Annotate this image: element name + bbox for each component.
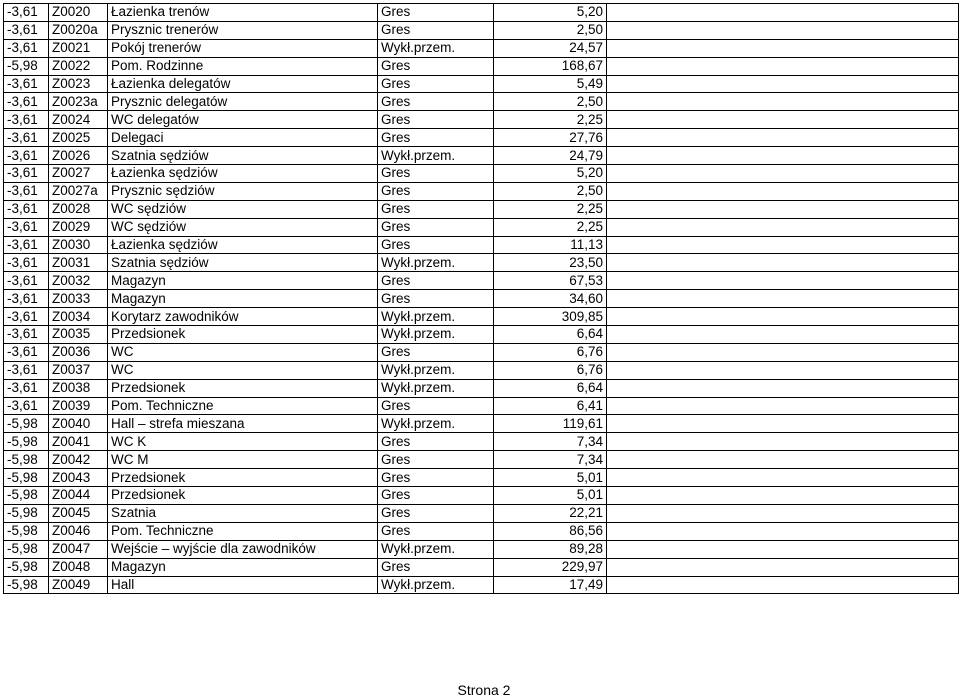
cell-code: Z0044	[49, 487, 108, 505]
table-row	[4, 147, 959, 165]
table-row	[4, 415, 959, 433]
cell-name: WC	[108, 361, 378, 379]
cell-floor: Gres	[378, 4, 494, 22]
cell-floor: Gres	[378, 165, 494, 183]
cell-level: -5,98	[4, 504, 49, 522]
cell-level: -3,61	[4, 39, 49, 57]
table-row	[4, 469, 959, 487]
cell-code: Z0035	[49, 326, 108, 344]
cell-area: 5,20	[494, 165, 607, 183]
cell-empty	[607, 165, 959, 183]
cell-level: -5,98	[4, 433, 49, 451]
cell-code: Z0024	[49, 111, 108, 129]
cell-name: Przedsionek	[108, 379, 378, 397]
cell-floor: Gres	[378, 21, 494, 39]
cell-level: -3,61	[4, 200, 49, 218]
table-row	[4, 111, 959, 129]
table-row	[4, 451, 959, 469]
cell-empty	[607, 343, 959, 361]
cell-empty	[607, 182, 959, 200]
table-row	[4, 4, 959, 22]
cell-floor: Gres	[378, 200, 494, 218]
cell-level: -5,98	[4, 57, 49, 75]
cell-name: WC delegatów	[108, 111, 378, 129]
cell-empty	[607, 218, 959, 236]
cell-area: 17,49	[494, 576, 607, 594]
cell-area: 119,61	[494, 415, 607, 433]
cell-code: Z0032	[49, 272, 108, 290]
cell-name: Delegaci	[108, 129, 378, 147]
cell-empty	[607, 75, 959, 93]
cell-area: 24,57	[494, 39, 607, 57]
cell-code: Z0036	[49, 343, 108, 361]
cell-level: -3,61	[4, 165, 49, 183]
cell-level: -5,98	[4, 576, 49, 594]
cell-level: -5,98	[4, 540, 49, 558]
cell-code: Z0043	[49, 469, 108, 487]
cell-area: 22,21	[494, 504, 607, 522]
cell-level: -5,98	[4, 451, 49, 469]
cell-floor: Wykł.przem.	[378, 379, 494, 397]
table-row	[4, 200, 959, 218]
cell-empty	[607, 290, 959, 308]
cell-floor: Wykł.przem.	[378, 576, 494, 594]
cell-empty	[607, 504, 959, 522]
table-row	[4, 433, 959, 451]
cell-name: Łazienka sędziów	[108, 165, 378, 183]
cell-level: -3,61	[4, 4, 49, 22]
table-row	[4, 576, 959, 594]
cell-empty	[607, 487, 959, 505]
cell-name: Hall – strefa mieszana	[108, 415, 378, 433]
cell-code: Z0029	[49, 218, 108, 236]
cell-area: 5,20	[494, 4, 607, 22]
cell-code: Z0042	[49, 451, 108, 469]
cell-name: Prysznic trenerów	[108, 21, 378, 39]
cell-area: 6,64	[494, 326, 607, 344]
table-row	[4, 522, 959, 540]
cell-floor: Gres	[378, 558, 494, 576]
cell-name: Korytarz zawodników	[108, 308, 378, 326]
cell-code: Z0039	[49, 397, 108, 415]
cell-level: -5,98	[4, 415, 49, 433]
cell-floor: Wykł.przem.	[378, 308, 494, 326]
cell-area: 5,01	[494, 469, 607, 487]
cell-area: 89,28	[494, 540, 607, 558]
cell-code: Z0037	[49, 361, 108, 379]
cell-level: -3,61	[4, 93, 49, 111]
cell-floor: Wykł.przem.	[378, 415, 494, 433]
cell-floor: Wykł.przem.	[378, 540, 494, 558]
cell-level: -3,61	[4, 147, 49, 165]
cell-area: 23,50	[494, 254, 607, 272]
cell-floor: Gres	[378, 469, 494, 487]
cell-name: Hall	[108, 576, 378, 594]
cell-floor: Gres	[378, 397, 494, 415]
cell-empty	[607, 469, 959, 487]
cell-empty	[607, 379, 959, 397]
cell-floor: Gres	[378, 522, 494, 540]
cell-code: Z0021	[49, 39, 108, 57]
cell-floor: Gres	[378, 93, 494, 111]
cell-level: -3,61	[4, 218, 49, 236]
cell-name: Przedsionek	[108, 487, 378, 505]
cell-code: Z0026	[49, 147, 108, 165]
cell-name: Szatnia sędziów	[108, 254, 378, 272]
cell-name: Pom. Techniczne	[108, 522, 378, 540]
cell-area: 7,34	[494, 433, 607, 451]
cell-code: Z0045	[49, 504, 108, 522]
cell-floor: Gres	[378, 182, 494, 200]
cell-code: Z0046	[49, 522, 108, 540]
cell-empty	[607, 361, 959, 379]
table-row	[4, 343, 959, 361]
cell-name: Szatnia sędziów	[108, 147, 378, 165]
cell-name: Magazyn	[108, 290, 378, 308]
table-row	[4, 236, 959, 254]
cell-floor: Gres	[378, 75, 494, 93]
cell-area: 7,34	[494, 451, 607, 469]
cell-name: Magazyn	[108, 272, 378, 290]
cell-level: -3,61	[4, 361, 49, 379]
table-row	[4, 397, 959, 415]
cell-level: -3,61	[4, 75, 49, 93]
cell-area: 34,60	[494, 290, 607, 308]
cell-level: -3,61	[4, 397, 49, 415]
cell-name: WC sędziów	[108, 200, 378, 218]
cell-empty	[607, 522, 959, 540]
cell-floor: Gres	[378, 487, 494, 505]
cell-empty	[607, 147, 959, 165]
cell-code: Z0020a	[49, 21, 108, 39]
cell-empty	[607, 308, 959, 326]
cell-level: -5,98	[4, 469, 49, 487]
cell-level: -5,98	[4, 487, 49, 505]
cell-empty	[607, 451, 959, 469]
cell-name: Szatnia	[108, 504, 378, 522]
cell-empty	[607, 433, 959, 451]
cell-empty	[607, 93, 959, 111]
cell-area: 6,76	[494, 361, 607, 379]
cell-code: Z0025	[49, 129, 108, 147]
cell-empty	[607, 272, 959, 290]
cell-area: 2,25	[494, 111, 607, 129]
cell-name: Wejście – wyjście dla zawodników	[108, 540, 378, 558]
cell-floor: Wykł.przem.	[378, 147, 494, 165]
cell-area: 168,67	[494, 57, 607, 75]
cell-name: Łazienka delegatów	[108, 75, 378, 93]
rooms-table	[3, 3, 959, 594]
cell-level: -3,61	[4, 290, 49, 308]
cell-floor: Gres	[378, 343, 494, 361]
cell-code: Z0034	[49, 308, 108, 326]
cell-area: 6,41	[494, 397, 607, 415]
cell-empty	[607, 397, 959, 415]
cell-name: Magazyn	[108, 558, 378, 576]
cell-level: -3,61	[4, 326, 49, 344]
table-row	[4, 218, 959, 236]
cell-name: WC K	[108, 433, 378, 451]
cell-name: Pom. Rodzinne	[108, 57, 378, 75]
cell-area: 229,97	[494, 558, 607, 576]
cell-code: Z0027a	[49, 182, 108, 200]
cell-name: WC	[108, 343, 378, 361]
cell-name: Przedsionek	[108, 326, 378, 344]
cell-floor: Gres	[378, 272, 494, 290]
cell-floor: Gres	[378, 111, 494, 129]
cell-empty	[607, 4, 959, 22]
cell-floor: Gres	[378, 129, 494, 147]
cell-empty	[607, 21, 959, 39]
cell-area: 309,85	[494, 308, 607, 326]
cell-area: 11,13	[494, 236, 607, 254]
cell-name: Łazienka sędziów	[108, 236, 378, 254]
cell-code: Z0028	[49, 200, 108, 218]
cell-name: Pom. Techniczne	[108, 397, 378, 415]
cell-area: 5,01	[494, 487, 607, 505]
cell-area: 6,76	[494, 343, 607, 361]
cell-empty	[607, 200, 959, 218]
cell-code: Z0048	[49, 558, 108, 576]
table-row	[4, 272, 959, 290]
cell-name: Łazienka trenów	[108, 4, 378, 22]
cell-area: 2,25	[494, 218, 607, 236]
cell-empty	[607, 39, 959, 57]
table-row	[4, 182, 959, 200]
cell-empty	[607, 129, 959, 147]
cell-name: WC sędziów	[108, 218, 378, 236]
table-row	[4, 361, 959, 379]
cell-floor: Gres	[378, 218, 494, 236]
page-number: Strona 2	[457, 682, 511, 698]
cell-name: Prysznic sędziów	[108, 182, 378, 200]
table-row	[4, 21, 959, 39]
cell-floor: Wykł.przem.	[378, 254, 494, 272]
cell-level: -3,61	[4, 343, 49, 361]
cell-code: Z0020	[49, 4, 108, 22]
table-row	[4, 504, 959, 522]
cell-empty	[607, 540, 959, 558]
cell-area: 27,76	[494, 129, 607, 147]
cell-code: Z0031	[49, 254, 108, 272]
cell-empty	[607, 57, 959, 75]
table-row	[4, 558, 959, 576]
cell-area: 2,25	[494, 200, 607, 218]
cell-empty	[607, 254, 959, 272]
cell-floor: Wykł.przem.	[378, 326, 494, 344]
cell-area: 24,79	[494, 147, 607, 165]
cell-code: Z0027	[49, 165, 108, 183]
table-row	[4, 129, 959, 147]
cell-level: -3,61	[4, 379, 49, 397]
table-row	[4, 93, 959, 111]
cell-area: 2,50	[494, 21, 607, 39]
cell-name: Prysznic delegatów	[108, 93, 378, 111]
cell-code: Z0041	[49, 433, 108, 451]
cell-area: 2,50	[494, 93, 607, 111]
table-row	[4, 379, 959, 397]
cell-floor: Gres	[378, 504, 494, 522]
table-row	[4, 254, 959, 272]
cell-level: -3,61	[4, 272, 49, 290]
cell-empty	[607, 558, 959, 576]
cell-empty	[607, 111, 959, 129]
cell-area: 86,56	[494, 522, 607, 540]
cell-code: Z0023	[49, 75, 108, 93]
cell-empty	[607, 415, 959, 433]
cell-floor: Wykł.przem.	[378, 39, 494, 57]
cell-code: Z0049	[49, 576, 108, 594]
cell-level: -3,61	[4, 236, 49, 254]
cell-floor: Gres	[378, 57, 494, 75]
table-row	[4, 326, 959, 344]
cell-code: Z0040	[49, 415, 108, 433]
cell-code: Z0023a	[49, 93, 108, 111]
cell-code: Z0047	[49, 540, 108, 558]
cell-floor: Gres	[378, 451, 494, 469]
cell-name: Przedsionek	[108, 469, 378, 487]
table-row	[4, 75, 959, 93]
cell-empty	[607, 576, 959, 594]
cell-level: -3,61	[4, 21, 49, 39]
cell-empty	[607, 236, 959, 254]
cell-name: Pokój trenerów	[108, 39, 378, 57]
cell-area: 2,50	[494, 182, 607, 200]
cell-code: Z0038	[49, 379, 108, 397]
rooms-table-body	[4, 4, 959, 594]
cell-area: 67,53	[494, 272, 607, 290]
cell-level: -3,61	[4, 254, 49, 272]
table-row	[4, 290, 959, 308]
cell-level: -3,61	[4, 111, 49, 129]
cell-code: Z0022	[49, 57, 108, 75]
table-row	[4, 487, 959, 505]
cell-area: 5,49	[494, 75, 607, 93]
cell-empty	[607, 326, 959, 344]
cell-floor: Gres	[378, 290, 494, 308]
cell-level: -3,61	[4, 182, 49, 200]
cell-level: -3,61	[4, 129, 49, 147]
table-row	[4, 57, 959, 75]
cell-floor: Wykł.przem.	[378, 361, 494, 379]
cell-level: -5,98	[4, 522, 49, 540]
table-row	[4, 540, 959, 558]
cell-code: Z0033	[49, 290, 108, 308]
cell-code: Z0030	[49, 236, 108, 254]
table-row	[4, 165, 959, 183]
cell-area: 6,64	[494, 379, 607, 397]
table-row	[4, 308, 959, 326]
cell-level: -5,98	[4, 558, 49, 576]
table-row	[4, 39, 959, 57]
cell-floor: Gres	[378, 236, 494, 254]
cell-floor: Gres	[378, 433, 494, 451]
cell-level: -3,61	[4, 308, 49, 326]
cell-name: WC M	[108, 451, 378, 469]
